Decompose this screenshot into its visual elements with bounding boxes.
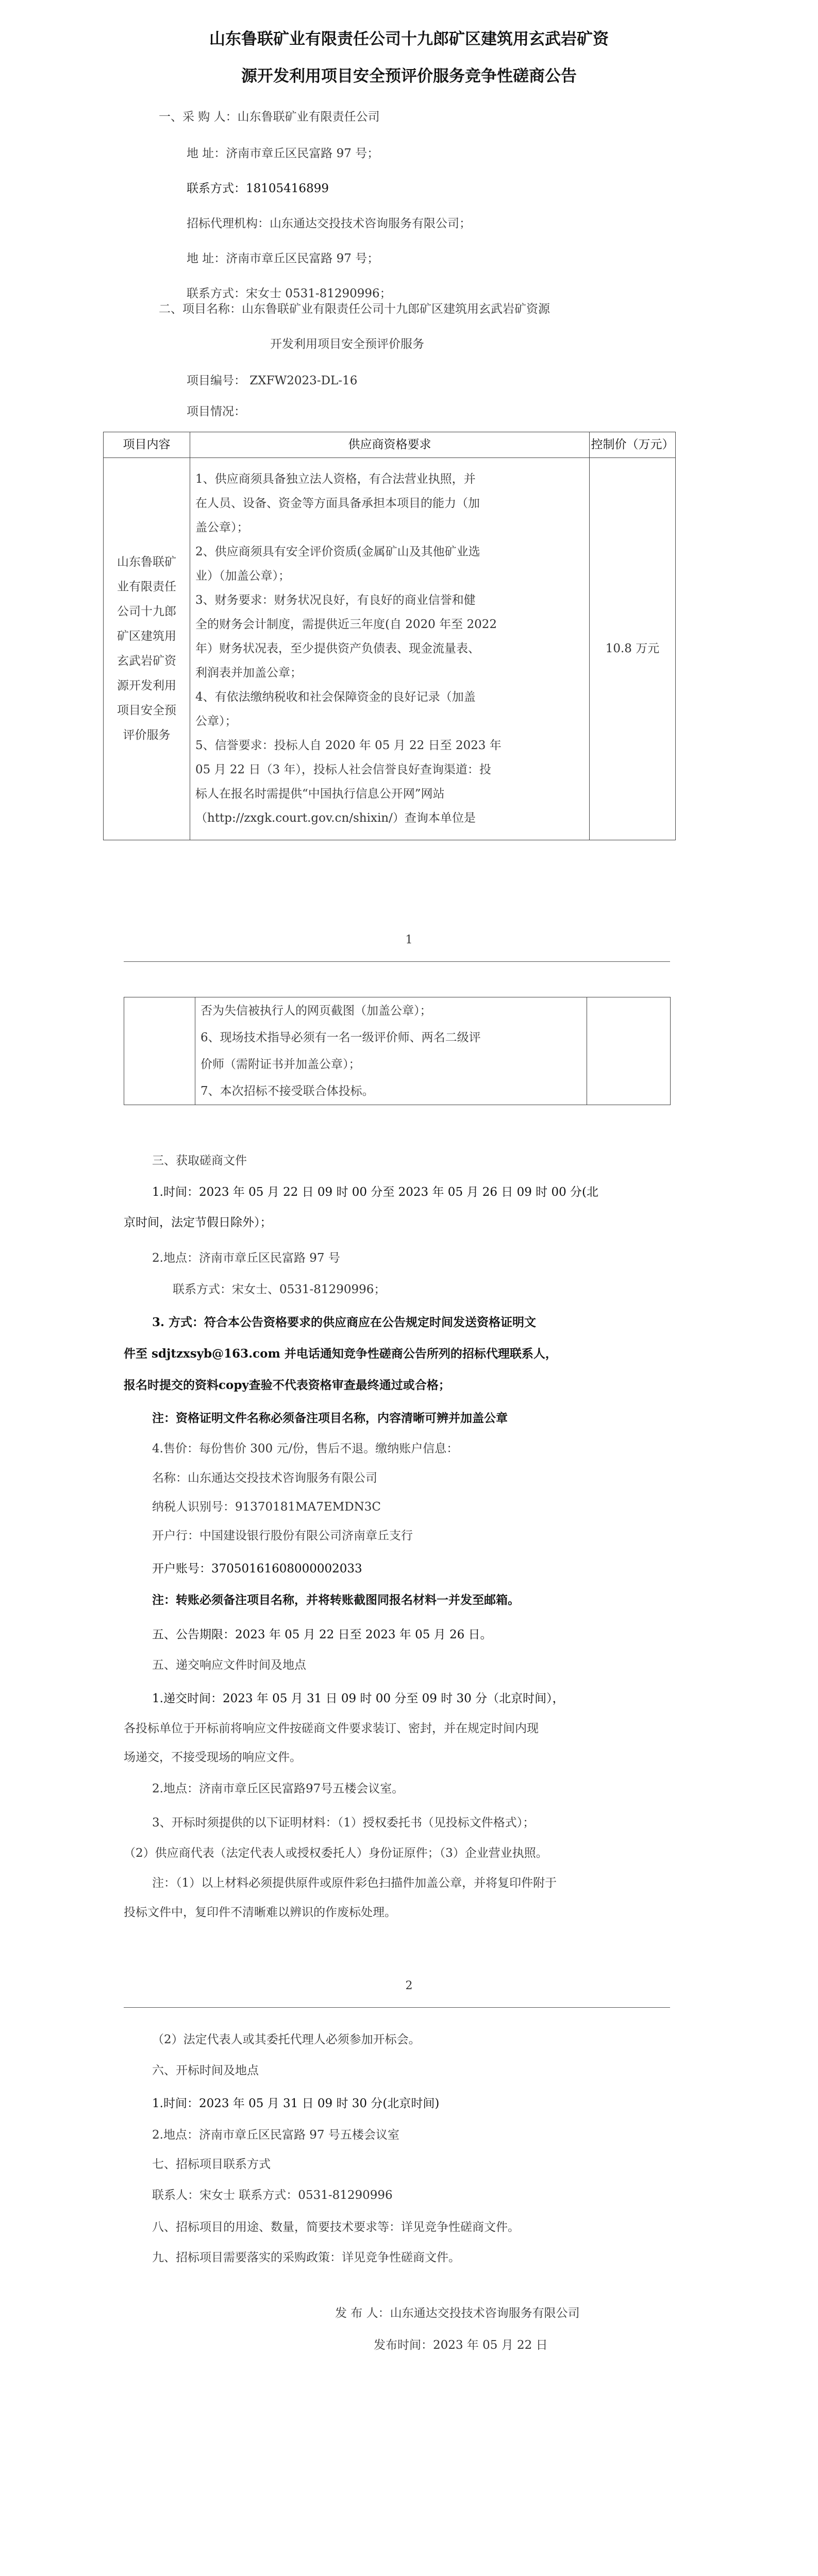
required-docs-line-2: （2）供应商代表（法定代表人或授权委托人）身份证原件；（3）企业营业执照。 <box>124 1846 548 1860</box>
project-content-line: 山东鲁联矿 <box>117 555 176 569</box>
header-control-price: 控制价（万元） <box>590 432 676 458</box>
control-price-cell: 10.8 万元 <box>590 458 676 840</box>
project-content-line: 矿区建筑用 <box>117 629 176 643</box>
section-8: 八、招标项目的用途、数量，简要技术要求等：详见竞争性磋商文件。 <box>152 2221 520 2234</box>
requirement-line: （http://zxgk.court.gov.cn/shixin/）查询本单位是 <box>195 811 476 825</box>
requirements-table-continued <box>124 997 671 1105</box>
section-3-heading: 三、获取磋商文件 <box>152 1154 247 1167</box>
requirement-line: 利润表并加盖公章； <box>195 666 302 680</box>
requirement-line: 3、财务要求：财务状况良好，有良好的商业信誉和健 <box>195 594 476 607</box>
purchaser-address: 地 址：济南市章丘区民富路 97 号； <box>187 147 379 160</box>
required-docs-line-3: 注：（1）以上材料必须提供原件或原件彩色扫描件加盖公章，并将复印件附于 <box>152 1876 557 1890</box>
obtain-method-line-1: 3. 方式：符合本公告资格要求的供应商应在公告规定时间发送资格证明文 <box>152 1315 537 1329</box>
project-content-line: 源开发利用 <box>117 679 176 692</box>
required-docs-line-5: （2）法定代表人或其委托代理人必须参加开标会。 <box>152 2033 421 2046</box>
obtain-method-line-3: 报名时提交的资料copy查验不代表资格审查最终通过或合格； <box>124 1378 450 1392</box>
requirement-line: 否为失信被执行人的网页截图（加盖公章）； <box>201 1004 432 1018</box>
bank-name: 开户行：中国建设银行股份有限公司济南章丘支行 <box>152 1529 413 1543</box>
requirement-line: 7、本次招标不接受联合体投标。 <box>201 1084 374 1098</box>
announcement-period: 五、公告期限：2023 年 05 月 22 日至 2023 年 05 月 26 日。 <box>152 1628 492 1641</box>
requirement-line: 公章）； <box>195 715 237 728</box>
document-title-line-1: 山东鲁联矿业有限责任公司十九郎矿区建筑用玄武岩矿资 <box>209 30 609 48</box>
requirements-cell <box>190 458 590 840</box>
document-price: 4.售价：每份售价 300 元/份，售后不退。缴纳账户信息： <box>152 1442 459 1455</box>
requirement-line: 价师（需附证书并加盖公章）； <box>201 1058 361 1071</box>
opening-time: 1.时间：2023 年 05 月 31 日 09 时 30 分(北京时间) <box>152 2097 440 2110</box>
obtain-time-line-1: 1.时间：2023 年 05 月 22 日 09 时 00 分至 2023 年 05 月 26 日 09 时 00 分(北 <box>152 1185 599 1199</box>
page-divider <box>124 961 670 962</box>
publisher: 发 布 人：山东通达交投技术咨询服务有限公司 <box>335 2307 580 2320</box>
required-docs-line-4: 投标文件中，复印件不清晰难以辨识的作废标处理。 <box>124 1906 396 1919</box>
requirement-line: 标人在报名时需提供“中国执行信息公开网”网站 <box>195 787 445 801</box>
section-9: 九、招标项目需要落实的采购政策：详见竞争性磋商文件。 <box>152 2251 460 2264</box>
requirements-table <box>103 432 676 840</box>
agency: 招标代理机构：山东通达交投技术咨询服务有限公司； <box>187 217 471 230</box>
submit-place: 2.地点：济南市章丘区民富路97号五楼会议室。 <box>152 1782 404 1795</box>
project-status-label: 项目情况： <box>187 405 246 418</box>
requirements-cell-continued <box>195 997 587 1105</box>
agency-address: 地 址：济南市章丘区民富路 97 号； <box>187 252 379 265</box>
obtain-method-line-2: 件至 sdjtzxsyb@163.com 并电话通知竞争性磋商公告所列的招标代理联系人， <box>124 1347 557 1361</box>
project-content-cell <box>104 458 190 840</box>
agency-contact: 联系方式：宋女士 0531-81290996； <box>187 287 392 300</box>
tax-id: 纳税人识别号：91370181MA7EMDN3C <box>152 1500 381 1514</box>
page-number: 1 <box>405 934 413 946</box>
control-price-cell-continued <box>587 997 671 1105</box>
section-5-heading: 五、递交响应文件时间及地点 <box>152 1658 306 1672</box>
project-content-line: 项目安全预 <box>117 703 176 717</box>
project-content-cell-continued <box>124 997 195 1105</box>
page-number: 2 <box>405 1979 413 1992</box>
section-6-heading: 六、开标时间及地点 <box>152 2064 259 2077</box>
requirement-line: 5、信誉要求：投标人自 2020 年 05 月 22 日至 2023 年 <box>195 739 502 752</box>
requirement-line: 2、供应商须具有安全评价资质(金属矿山及其他矿业选 <box>195 545 480 558</box>
publish-date: 发布时间：2023 年 05 月 22 日 <box>374 2338 548 2352</box>
requirement-line: 6、现场技术指导必须有一名一级评价师、两名二级评 <box>201 1031 481 1044</box>
project-contact: 联系人：宋女士 联系方式：0531-81290996 <box>152 2189 393 2202</box>
project-content-line: 业有限责任 <box>117 580 176 594</box>
requirement-line: 年）财务状况表，至少提供资产负债表、现金流量表、 <box>195 642 480 655</box>
project-name-line-1: 二、项目名称：山东鲁联矿业有限责任公司十九郎矿区建筑用玄武岩矿资源 <box>159 302 550 316</box>
required-docs-line-1: 3、开标时须提供的以下证明材料：（1）授权委托书（见投标文件格式）； <box>152 1816 535 1829</box>
submit-time-line-3: 场递交，不接受现场的响应文件。 <box>124 1751 302 1764</box>
project-content-line: 评价服务 <box>123 728 171 742</box>
note-transfer: 注：转账必须备注项目名称，并将转账截图同报名材料一并发至邮箱。 <box>152 1593 520 1607</box>
submit-time-line-2: 各投标单位于开标前将响应文件按磋商文件要求装订、密封，并在规定时间内现 <box>124 1722 539 1735</box>
requirement-line: 在人员、设备、资金等方面具备承担本项目的能力（加 <box>195 497 480 510</box>
project-content-line: 公司十九郎 <box>117 604 176 618</box>
obtain-time-line-2: 京时间，法定节假日除外）； <box>124 1216 272 1229</box>
project-name-line-2: 开发利用项目安全预评价服务 <box>270 337 424 351</box>
submit-time-line-1: 1.递交时间：2023 年 05 月 31 日 09 时 00 分至 09 时 30 分（北京时间）， <box>152 1692 564 1705</box>
purchaser-contact: 联系方式：18105416899 <box>187 182 329 195</box>
account-number: 开户账号：37050161608000002033 <box>152 1562 362 1575</box>
header-supplier-requirements: 供应商资格要求 <box>190 432 590 458</box>
requirement-line: 全的财务会计制度，需提供近三年度(自 2020 年至 2022 <box>195 618 497 631</box>
section-7-heading: 七、招标项目联系方式 <box>152 2158 271 2171</box>
requirement-line: 业）（加盖公章）； <box>195 569 290 583</box>
project-number: 项目编号： ZXFW2023-DL-16 <box>187 374 358 387</box>
account-name: 名称：山东通达交投技术咨询服务有限公司 <box>152 1471 377 1485</box>
opening-place: 2.地点：济南市章丘区民富路 97 号五楼会议室 <box>152 2128 399 2142</box>
document-title-line-2: 源开发利用项目安全预评价服务竞争性磋商公告 <box>241 67 577 86</box>
page-divider <box>124 2007 670 2008</box>
project-content-line: 玄武岩矿资 <box>117 654 176 668</box>
note-qualification-docs: 注：资格证明文件名称必须备注项目名称，内容清晰可辨并加盖公章 <box>152 1411 508 1425</box>
obtain-contact: 联系方式：宋女士、0531-81290996； <box>173 1283 386 1296</box>
requirement-line: 4、有依法缴纳税收和社会保障资金的良好记录（加盖 <box>195 690 476 704</box>
requirement-line: 1、供应商须具备独立法人资格，有合法营业执照，并 <box>195 472 476 486</box>
obtain-place: 2.地点：济南市章丘区民富路 97 号 <box>152 1251 340 1265</box>
purchaser: 一、采 购 人：山东鲁联矿业有限责任公司 <box>159 110 380 124</box>
header-project-content: 项目内容 <box>104 432 190 458</box>
requirement-line: 05 月 22 日（3 年），投标人社会信誉良好查询渠道：投 <box>195 763 491 776</box>
requirement-line: 盖公章）； <box>195 521 249 534</box>
